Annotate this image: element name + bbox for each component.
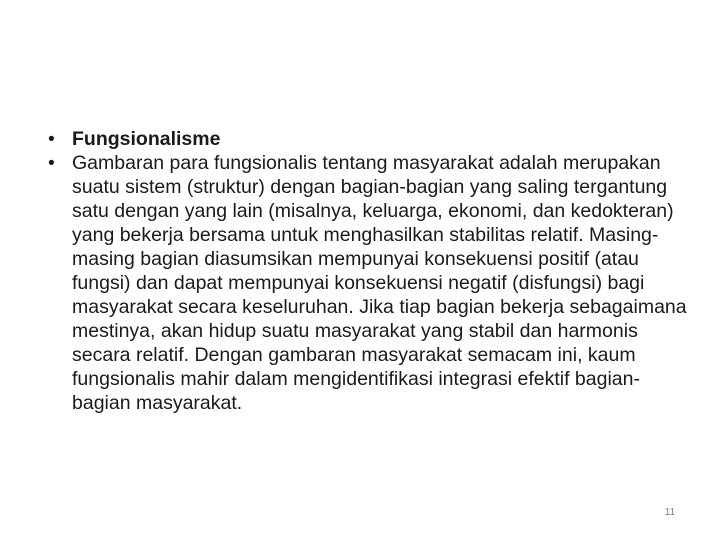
bullet-marker: • (48, 128, 55, 150)
bullet-item-body (48, 151, 688, 415)
page-number: 11 (664, 507, 676, 518)
bullet-list (48, 127, 688, 415)
bullet-item-heading (48, 127, 688, 151)
bullet-body-text: Gambaran para fungsionalis tentang masyarakat adalah merupakan suatu sistem (struktur) dengan bagian-bagian yang saling tergantung satu dengan yang lain (misalnya, keluarga, ekonomi, dan kedokteran) yang bekerja bersama untuk menghasilkan stabilitas relatif. Masing-masing bagian diasumsikan mempunyai konsekuensi positif (atau fungsi) dan dapat mempunyai konsekuensi negatif (disfungsi) bagi masyarakat secara keseluruhan. Jika tiap bagian bekerja sebagaimana mestinya, akan hidup suatu masyarakat yang stabil dan harmonis secara relatif. Dengan gambaran masyarakat semacam ini, kaum fungsionalis mahir dalam mengidentifikasi integrasi efektif bagian-bagian masyarakat. (72, 152, 687, 414)
bullet-heading-text: Fungsionalisme (72, 128, 221, 150)
bullet-marker: • (48, 152, 55, 174)
